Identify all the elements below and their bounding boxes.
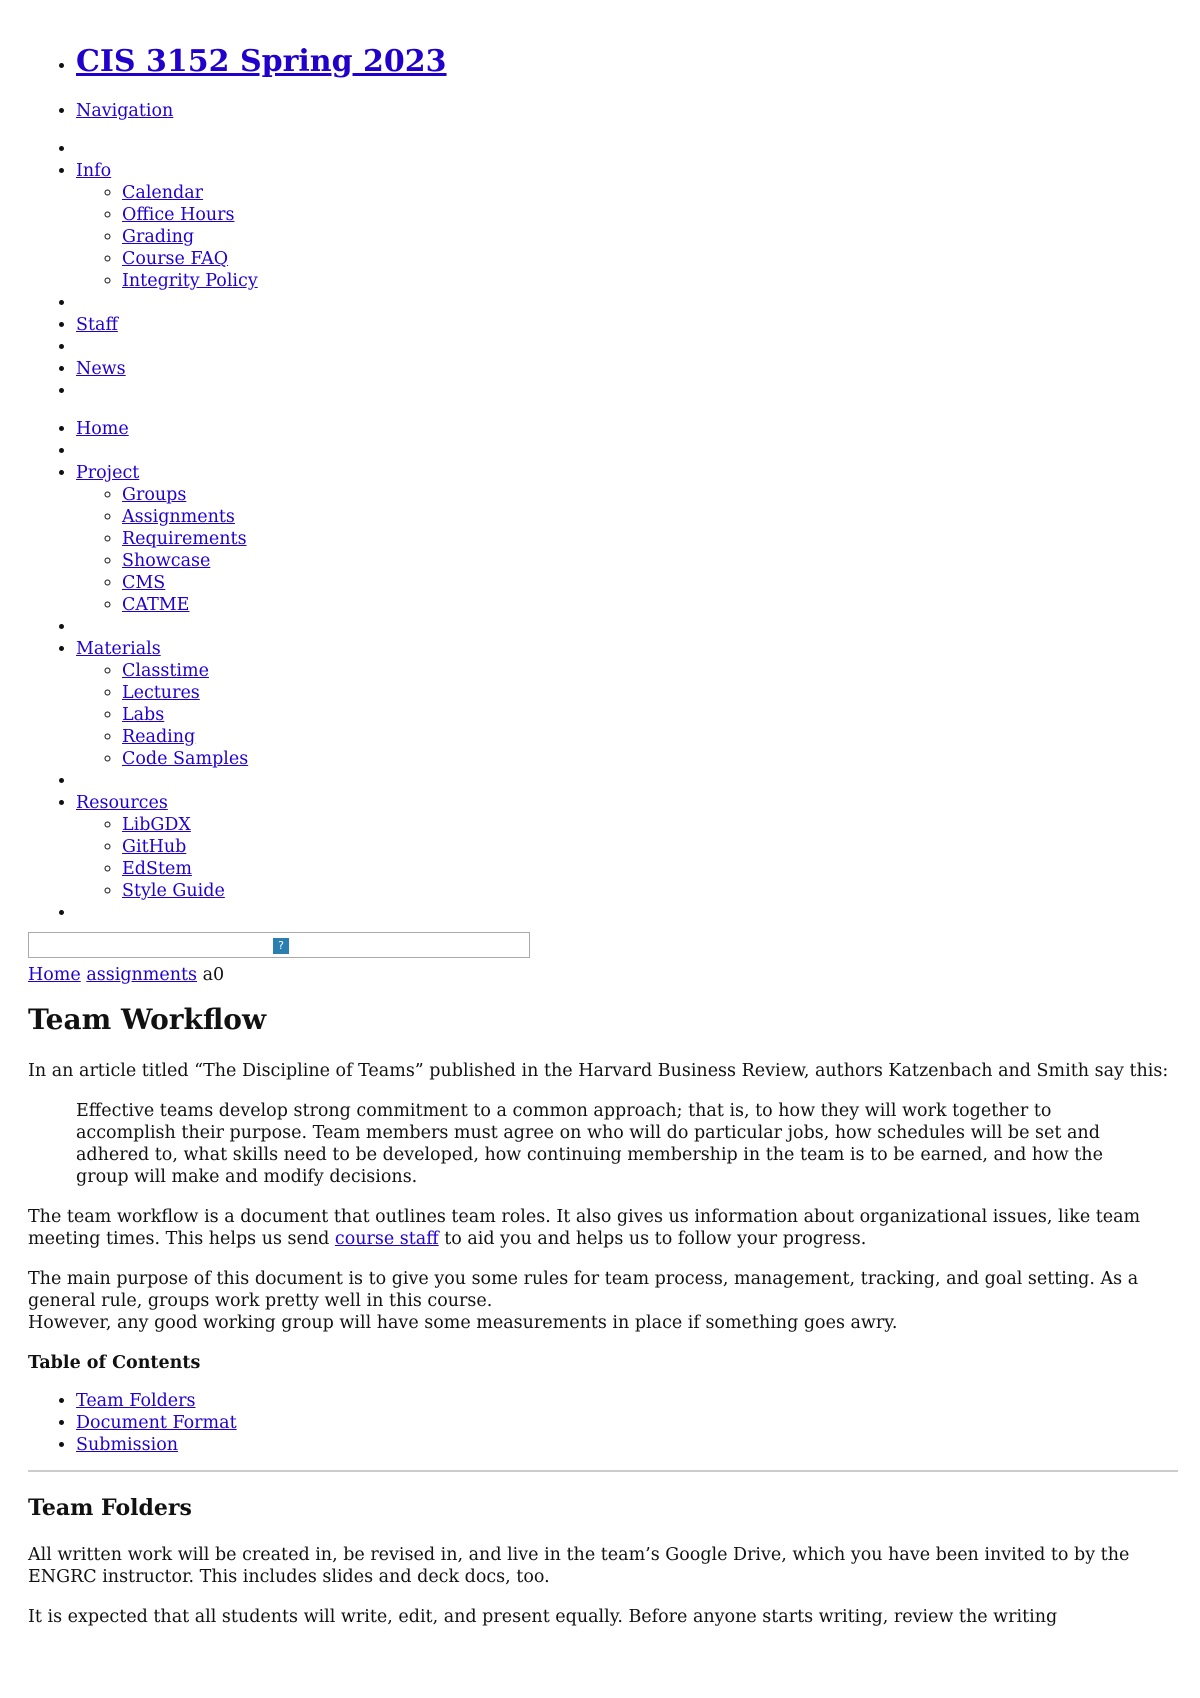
submenu-link-catme[interactable]: CATME xyxy=(122,595,190,615)
submenu-item-cms xyxy=(122,572,1200,594)
submenu-link-assignments[interactable]: Assignments xyxy=(122,507,235,527)
search-input[interactable] xyxy=(28,932,530,958)
brand-link[interactable]: CIS 3152 Spring 2023 xyxy=(76,44,447,79)
submenu-link-github[interactable]: GitHub xyxy=(122,837,187,857)
submenu-item-code-samples xyxy=(122,748,1200,770)
purpose-paragraph xyxy=(28,1268,1178,1334)
submenu-link-grading[interactable]: Grading xyxy=(122,227,195,247)
nav-item-home xyxy=(76,418,1200,440)
nav-link-info[interactable]: Info xyxy=(76,161,112,181)
submenu-link-style-guide[interactable]: Style Guide xyxy=(122,881,225,901)
toc-link-document-format[interactable]: Document Format xyxy=(76,1413,237,1433)
team-folders-paragraph-2: It is expected that all students will write, edit, and present equally. Before anyone starts writing, review the writing xyxy=(28,1607,1058,1627)
submenu-link-reading[interactable]: Reading xyxy=(122,727,196,747)
submenu-item-style-guide xyxy=(122,880,1200,902)
quote-block: Effective teams develop strong commitment to a common approach; that is, to how they will work together to accomplish their purpose. Team members must agree on who will do particular jobs, how schedules will be set and adhered to, what skills need to be developed, how continuing membership in the team is to be earned, and how the group will make and modify decisions. xyxy=(76,1101,1103,1187)
nav-link-project[interactable]: Project xyxy=(76,463,140,483)
submenu-item-office-hours xyxy=(122,204,1200,226)
submenu-link-integrity-policy[interactable]: Integrity Policy xyxy=(122,271,258,291)
submenu-link-edstem[interactable]: EdStem xyxy=(122,859,192,879)
nav-link-home[interactable]: Home xyxy=(76,419,129,439)
article xyxy=(28,1002,1178,1646)
submenu-link-course-faq[interactable]: Course FAQ xyxy=(122,249,229,269)
nav-spacer xyxy=(76,336,1200,358)
workflow-text-end: to aid you and helps us to follow your progress. xyxy=(438,1229,867,1249)
breadcrumb-assignments[interactable]: assignments xyxy=(86,965,198,985)
nav-item-materials xyxy=(76,638,1200,770)
submenu-info xyxy=(122,182,1200,292)
toc-item xyxy=(76,1390,1178,1412)
nav-link-news[interactable]: News xyxy=(76,359,126,379)
toc-title: Table of Contents xyxy=(28,1353,201,1373)
search-help-icon[interactable]: ? xyxy=(273,938,289,954)
nav-spacer xyxy=(76,902,1200,924)
submenu-item-assignments xyxy=(122,506,1200,528)
nav-item-staff xyxy=(76,314,1200,336)
nav-link-resources[interactable]: Resources xyxy=(76,793,168,813)
submenu-item-catme xyxy=(122,594,1200,616)
nav-item-news xyxy=(76,358,1200,380)
toc-link-submission[interactable]: Submission xyxy=(76,1435,179,1455)
page-title: Team Workflow xyxy=(28,1003,267,1036)
submenu-item-github xyxy=(122,836,1200,858)
nav-spacer xyxy=(76,380,1200,402)
submenu-link-labs[interactable]: Labs xyxy=(122,705,165,725)
submenu-item-edstem xyxy=(122,858,1200,880)
navigation-toggle[interactable]: Navigation xyxy=(76,101,174,121)
submenu-item-reading xyxy=(122,726,1200,748)
nav-left-menu xyxy=(76,138,1200,402)
submenu-project xyxy=(122,484,1200,616)
toc-item xyxy=(76,1412,1178,1434)
submenu-item-requirements xyxy=(122,528,1200,550)
breadcrumb-home[interactable]: Home xyxy=(28,965,81,985)
submenu-item-labs xyxy=(122,704,1200,726)
course-staff-link[interactable]: course staff xyxy=(334,1229,439,1249)
nav-link-materials[interactable]: Materials xyxy=(76,639,161,659)
nav-spacer xyxy=(76,616,1200,638)
section-title-team-folders: Team Folders xyxy=(28,1495,192,1521)
submenu-item-course-faq xyxy=(122,248,1200,270)
submenu-item-libgdx xyxy=(122,814,1200,836)
submenu-item-showcase xyxy=(122,550,1200,572)
submenu-link-groups[interactable]: Groups xyxy=(122,485,187,505)
nav-item-info xyxy=(76,160,1200,292)
nav-toggle-list xyxy=(76,100,1200,122)
submenu-item-lectures xyxy=(122,682,1200,704)
workflow-paragraph xyxy=(28,1206,1178,1250)
submenu-item-integrity-policy xyxy=(122,270,1200,292)
toc-item xyxy=(76,1434,1178,1456)
team-folders-paragraph-1: All written work will be created in, be revised in, and live in the team’s Google Drive, which you have been invited to by the ENGRC instructor. This includes slides and deck docs, too. xyxy=(28,1545,1130,1587)
submenu-item-classtime xyxy=(122,660,1200,682)
submenu-link-classtime[interactable]: Classtime xyxy=(122,661,209,681)
nav-spacer xyxy=(76,440,1200,462)
submenu-link-cms[interactable]: CMS xyxy=(122,573,166,593)
brand-list xyxy=(76,44,1200,80)
breadcrumb-current: a0 xyxy=(202,965,225,985)
submenu-link-office-hours[interactable]: Office Hours xyxy=(122,205,235,225)
purpose-line-2: However, any good working group will have some measurements in place if something goes awry. xyxy=(28,1313,898,1333)
nav-toggle-item xyxy=(76,100,1200,122)
purpose-line-1: The main purpose of this document is to give you some rules for team process, management, tracking, and goal setting. As a general rule, groups work pretty well in this course. xyxy=(28,1269,1139,1311)
table-of-contents xyxy=(76,1390,1178,1456)
brand-item xyxy=(76,44,1200,80)
nav-spacer xyxy=(76,292,1200,314)
toc-link-team-folders[interactable]: Team Folders xyxy=(76,1391,196,1411)
submenu-item-calendar xyxy=(122,182,1200,204)
submenu-link-code-samples[interactable]: Code Samples xyxy=(122,749,249,769)
submenu-link-calendar[interactable]: Calendar xyxy=(122,183,204,203)
section-divider xyxy=(28,1470,1178,1472)
nav-item-resources xyxy=(76,792,1200,902)
submenu-link-lectures[interactable]: Lectures xyxy=(122,683,200,703)
submenu-link-requirements[interactable]: Requirements xyxy=(122,529,247,549)
submenu-link-libgdx[interactable]: LibGDX xyxy=(122,815,191,835)
intro-paragraph: In an article titled “The Discipline of Teams” published in the Harvard Business Review, authors Katzenbach and Smith say this: xyxy=(28,1061,1169,1081)
workflow-text-start: The team workflow is a document that outlines team roles. It also gives us information about organizational issues, like team meeting times. This helps us send xyxy=(28,1207,1141,1249)
nav-spacer xyxy=(76,770,1200,792)
breadcrumb xyxy=(28,964,224,986)
nav-right-menu xyxy=(76,418,1200,924)
submenu-resources xyxy=(122,814,1200,902)
submenu-materials xyxy=(122,660,1200,770)
nav-spacer xyxy=(76,138,1200,160)
submenu-item-grading xyxy=(122,226,1200,248)
nav-item-project xyxy=(76,462,1200,616)
nav-link-staff[interactable]: Staff xyxy=(76,315,118,335)
submenu-item-groups xyxy=(122,484,1200,506)
submenu-link-showcase[interactable]: Showcase xyxy=(122,551,211,571)
